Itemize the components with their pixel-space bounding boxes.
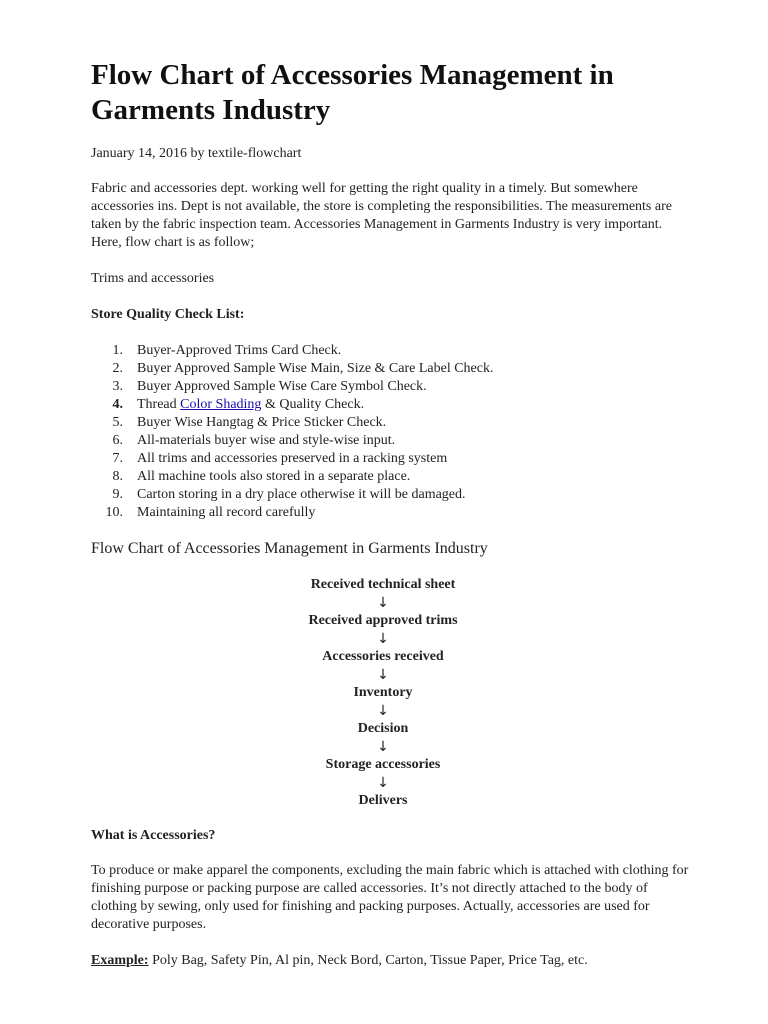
post-date[interactable]: January 14, 2016 <box>91 146 188 161</box>
flow-chart-heading: Flow Chart of Accessories Management in Garments Industry <box>91 540 488 557</box>
post-meta <box>91 145 301 163</box>
list-item-number: 1. <box>112 343 123 358</box>
list-item-number: 3. <box>112 379 123 394</box>
arrow-down-icon: ↓ <box>377 595 389 611</box>
arrow-down-icon: ↓ <box>377 631 389 647</box>
list-item <box>91 342 493 360</box>
arrow-down-icon: ↓ <box>377 703 389 719</box>
flow-step-storage: Storage accessories <box>325 757 441 772</box>
list-item-number: 7. <box>112 451 123 466</box>
list-item <box>91 414 493 432</box>
list-item-text: Buyer Approved Sample Wise Care Symbol Check. <box>137 379 427 394</box>
list-item <box>91 432 493 450</box>
list-item-text-pre: Thread <box>137 397 181 412</box>
post-author[interactable]: textile-flowchart <box>208 146 302 161</box>
list-item <box>91 450 493 468</box>
flow-chart <box>91 576 675 810</box>
list-item <box>91 378 493 396</box>
arrow-down-icon: ↓ <box>377 775 389 791</box>
flow-step-inventory: Inventory <box>353 685 413 700</box>
example-label: Example: <box>91 953 149 968</box>
arrow-down-icon: ↓ <box>377 739 389 755</box>
list-item <box>91 468 493 486</box>
flow-step-delivers: Delivers <box>358 793 408 808</box>
flow-step-accessories-received: Accessories received <box>322 649 444 664</box>
what-is-accessories-heading: What is Accessories? <box>91 828 216 843</box>
list-item-text: All trims and accessories preserved in a racking system <box>137 451 448 466</box>
list-item-text: Buyer Wise Hangtag & Price Sticker Check. <box>137 415 387 430</box>
flow-step-technical-sheet: Received technical sheet <box>310 577 456 592</box>
list-item-text: All-materials buyer wise and style-wise input. <box>137 433 396 448</box>
list-item-number: 5. <box>112 415 123 430</box>
list-item <box>91 396 493 414</box>
list-item <box>91 504 493 522</box>
color-shading-link[interactable]: Color Shading <box>180 397 262 412</box>
checklist-heading: Store Quality Check List: <box>91 307 245 322</box>
trims-label: Trims and accessories <box>91 271 215 286</box>
list-item-number: 8. <box>112 469 123 484</box>
list-item-number: 4. <box>112 397 123 412</box>
list-item <box>91 486 493 504</box>
post-by: by <box>190 146 205 161</box>
flow-step-approved-trims: Received approved trims <box>308 613 458 628</box>
flow-step-decision: Decision <box>357 721 409 736</box>
list-item-number: 2. <box>112 361 123 376</box>
list-item-text: Maintaining all record carefully <box>137 505 316 520</box>
example-line <box>91 952 588 970</box>
list-item-number: 10. <box>105 505 123 520</box>
list-item-text: Buyer-Approved Trims Card Check. <box>137 343 342 358</box>
list-item <box>91 360 493 378</box>
example-text: Poly Bag, Safety Pin, Al pin, Neck Bord, Carton, Tissue Paper, Price Tag, etc. <box>148 953 588 968</box>
arrow-down-icon: ↓ <box>377 667 389 683</box>
checklist <box>91 342 493 522</box>
list-item-text-post: & Quality Check. <box>261 397 365 412</box>
intro-paragraph: Fabric and accessories dept. working well for getting the right quality in a timely. But somewhere accessories ins. Dept is not available, the store is completing the responsibilities. The measurements are taken by the fabric inspection team. Accessories Management in Garments Industry is very important. Here, flow chart is as follow; <box>91 181 672 250</box>
page-title: Flow Chart of Accessories Management in Garments Industry <box>91 59 614 126</box>
list-item-text: All machine tools also stored in a separate place. <box>137 469 411 484</box>
what-is-accessories-paragraph: To produce or make apparel the components, excluding the main fabric which is attached with clothing for finishing purpose or packing purpose are called accessories. It’s not directly attached to the body of clothing by sewing, only used for finishing and packing purposes. Actually, accessories are used for decorative purposes. <box>91 863 689 932</box>
list-item-text: Carton storing in a dry place otherwise it will be damaged. <box>137 487 466 502</box>
list-item-text: Buyer Approved Sample Wise Main, Size & Care Label Check. <box>137 361 494 376</box>
list-item-number: 6. <box>112 433 123 448</box>
list-item-number: 9. <box>112 487 123 502</box>
